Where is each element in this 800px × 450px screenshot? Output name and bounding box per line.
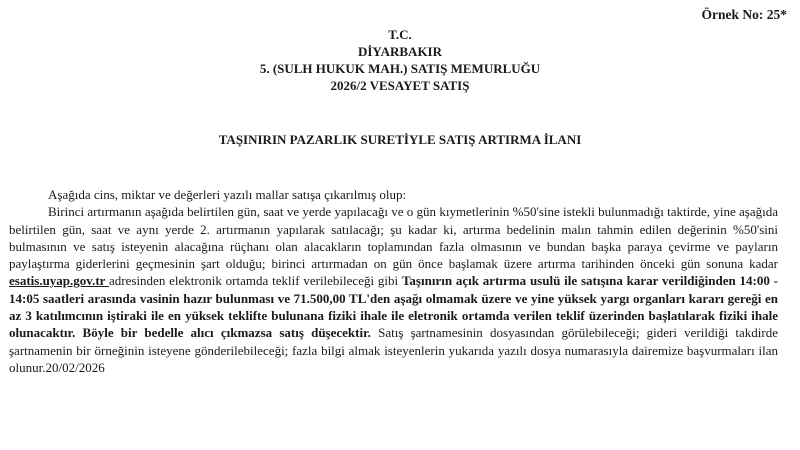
sample-number: Örnek No: 25* xyxy=(701,7,787,22)
header-tc: T.C. xyxy=(388,27,412,42)
notice-body xyxy=(9,186,778,376)
notice-title: TAŞINIRIN PAZARLIK SURETİYLE SATIŞ ARTIRMA İLANI xyxy=(218,132,582,147)
paragraph-text-3: Satış şartnamesinin dosyasından görülebileceği; gideri verildiği takdirde şartnamenin bir örneğinin isteyene gönderilebileceği; fazla bilgi almak isteyenlerin yukarıda yazılı dosya numarasıyla dairemize başvurmaları ilan olunur.20/02/2026 xyxy=(9,325,779,375)
header-file-number: 2026/2 VESAYET SATIŞ xyxy=(330,78,470,93)
document-header xyxy=(0,26,800,94)
paragraph-text-1: Birinci artırmanın aşağıda belirtilen gün, saat ve yerde yapılacağı ve o gün kıymetlerinin %50'sine istekli bulunmadığı taktirde, yine aşağıda belirtilen gün, saat ve aynı yerde 2. artırmanın yapılarak satılacağı; şu kadar ki, artırma bedelinin malın tahmin edilen değerinin %50'sini bulmasının ve satış isteyenin alacağına rüçhanı olan alacakların toplamından fazla olmasının ve bundan başka paraya çevirme ve payların paylaştırma giderlerini geçmesinin şart olduğu; birinci artırmadan on gün önce başlamak üzere artırma tarihinden önceki gün sonuna kadar xyxy=(9,204,778,272)
header-office: 5. (SULH HUKUK MAH.) SATIŞ MEMURLUĞU xyxy=(259,61,541,76)
header-city: DİYARBAKIR xyxy=(357,44,443,59)
esatis-link[interactable]: esatis.uyap.gov.tr xyxy=(9,273,110,289)
paragraph-bold-terms: Taşınırın açık artırma usulü ile satışına karar verildiğinden 14:00 - 14:05 saatleri arasında vasinin hazır bulunması ve 71.500,00 TL'den aşağı olmamak üzere ve yine yüksek yargı organları kararı gereği en az 3 katılımcının iştiraki ile en yüksek teklifte bulunana fiziki ihale ile eletronik ortamda verilen teklif üzerinden başlatılarak fiziki ihale olunacaktır. Böyle bir bedelle alıcı çıkmazsa satış düşecektir. xyxy=(9,273,778,341)
paragraph-text-2: adresinden elektronik ortamda teklif verilebileceği gibi xyxy=(109,273,402,289)
main-paragraph xyxy=(9,203,778,376)
intro-paragraph: Aşağıda cins, miktar ve değerleri yazılı mallar satışa çıkarılmış olup: xyxy=(48,187,407,202)
